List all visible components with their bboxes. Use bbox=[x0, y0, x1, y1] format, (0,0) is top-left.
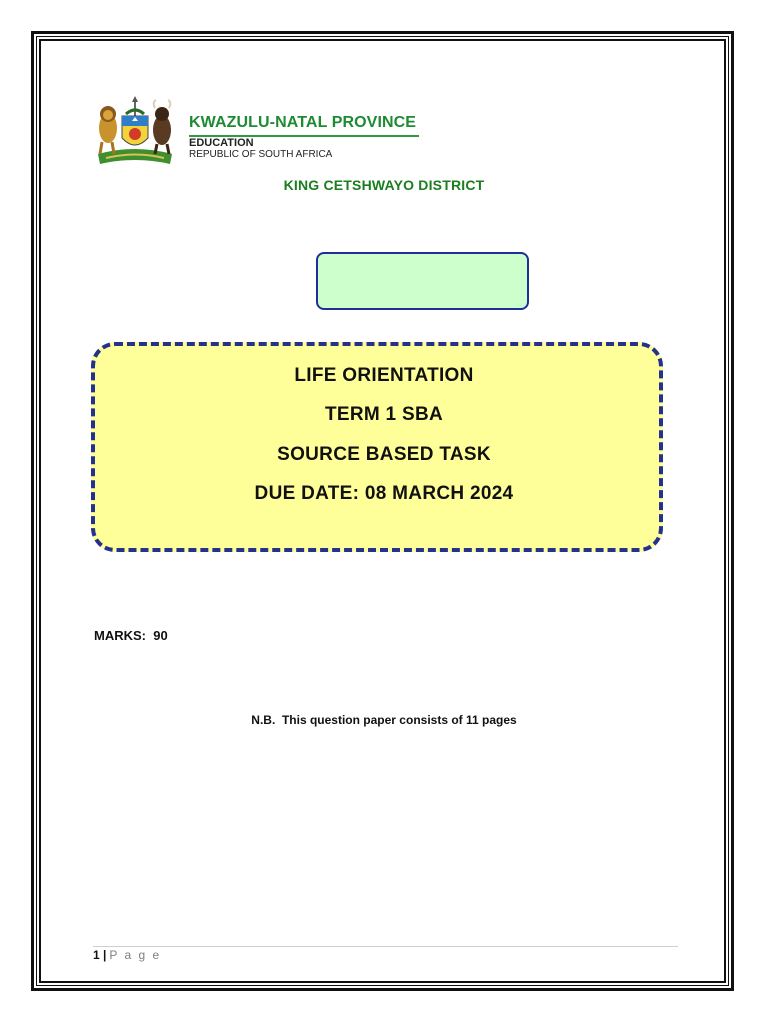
due-date-title: DUE DATE: 08 MARCH 2024 bbox=[254, 483, 514, 504]
footer-separator: | bbox=[103, 948, 107, 962]
republic-label: REPUBLIC OF SOUTH AFRICA bbox=[189, 149, 333, 160]
subject-title: LIFE ORIENTATION bbox=[294, 365, 474, 386]
page-number: 1 bbox=[93, 948, 100, 962]
term-title: TERM 1 SBA bbox=[324, 404, 444, 425]
page-footer bbox=[93, 948, 161, 962]
province-title: KWAZULU-NATAL PROVINCE bbox=[189, 114, 417, 131]
page-count-note: N.B. This question paper consists of 11 pages bbox=[251, 713, 517, 727]
coat-of-arms-logo bbox=[92, 94, 178, 168]
footer-rule bbox=[93, 946, 678, 947]
department-label: EDUCATION bbox=[189, 137, 254, 149]
green-label-box bbox=[316, 252, 529, 310]
marks-label: MARKS: 90 bbox=[94, 628, 168, 643]
page-word: P a g e bbox=[109, 948, 162, 962]
district-heading: KING CETSHWAYO DISTRICT bbox=[283, 177, 485, 193]
task-title: SOURCE BASED TASK bbox=[277, 444, 491, 465]
